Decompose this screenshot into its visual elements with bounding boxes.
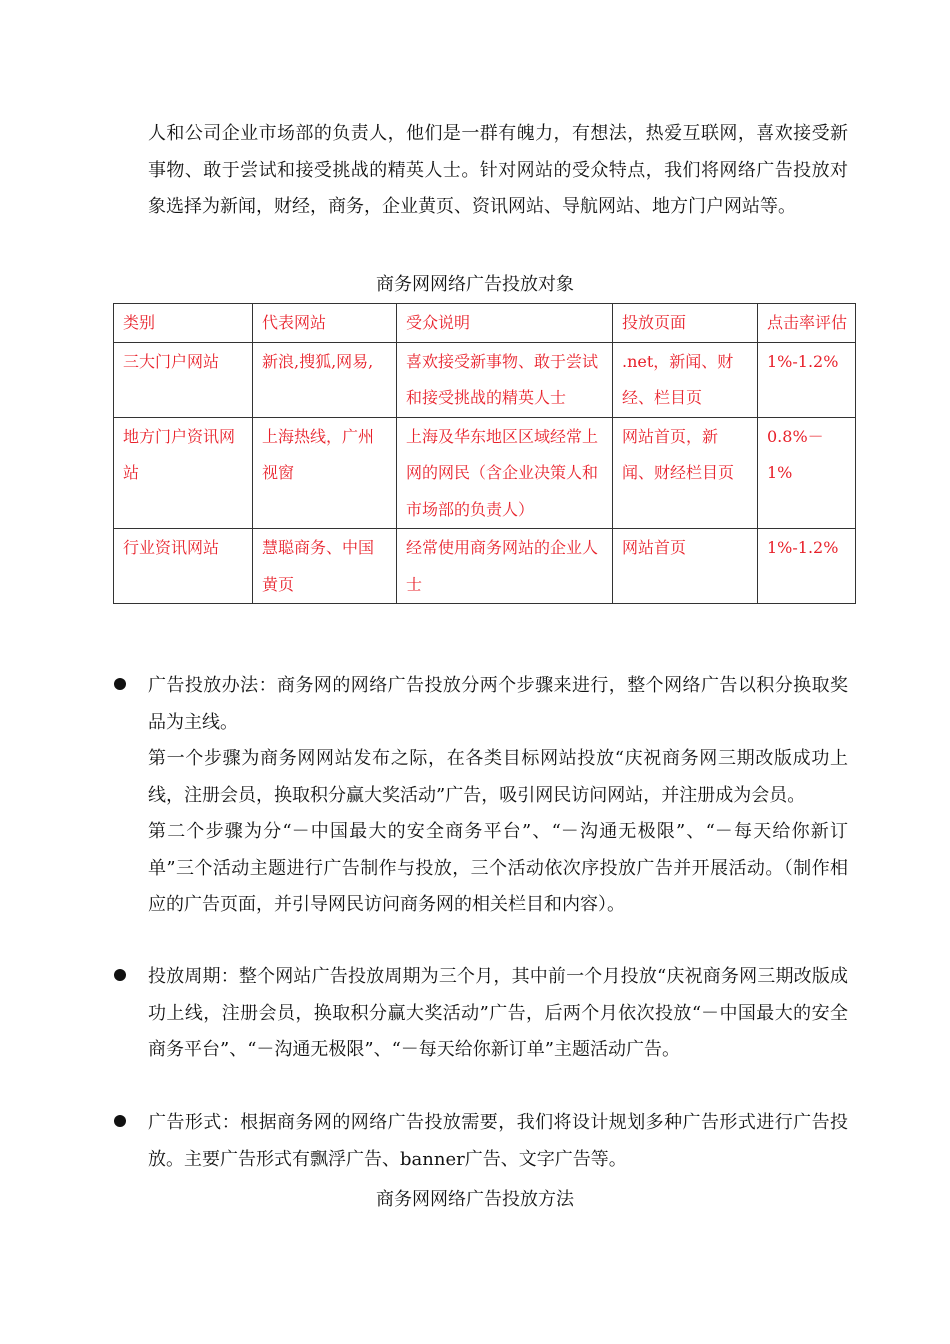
table-row	[114, 342, 856, 417]
bullet-icon	[114, 678, 126, 690]
bullet-ad-method	[114, 668, 854, 924]
table-header-row	[114, 304, 856, 343]
header-pages: 投放页面	[613, 304, 758, 343]
table-cell: 上海热线，广州视窗	[253, 417, 397, 529]
bullet-ad-period	[114, 959, 854, 1069]
method-caption: 商务网网络广告投放方法	[376, 1189, 574, 1210]
ad-method-step1: 第一个步骤为商务网网站发布之际，在各类目标网站投放“庆祝商务网三期改版成功上线，注册会员，换取积分赢大奖活动”广告，吸引网民访问网站，并注册成为会员。	[148, 748, 848, 806]
ad-period-text: 投放周期：整个网站广告投放周期为三个月，其中前一个月投放“庆祝商务网三期改版成功上线，注册会员，换取积分赢大奖活动”广告，后两个月依次投放“－中国最大的安全商务平台”、“－沟通无极限”、“－每天给你新订单”主题活动广告。	[148, 966, 848, 1060]
table-cell: 地方门户资讯网站	[114, 417, 253, 529]
table-row	[114, 529, 856, 604]
table-cell: 喜欢接受新事物、敢于尝试和接受挑战的精英人士	[397, 342, 613, 417]
header-ctr: 点击率评估	[758, 304, 856, 343]
header-category: 类别	[114, 304, 253, 343]
table-cell: 新浪,搜狐,网易,	[253, 342, 397, 417]
table-cell: 上海及华东地区区域经常上网的网民（含企业决策人和市场部的负责人）	[397, 417, 613, 529]
header-sites: 代表网站	[253, 304, 397, 343]
table-cell: 网站首页，新闻、财经栏目页	[613, 417, 758, 529]
ad-method-step2: 第二个步骤为分“－中国最大的安全商务平台”、“－沟通无极限”、“－每天给你新订单”三个活动主题进行广告制作与投放，三个活动依次序投放广告并开展活动。（制作相应的广告页面，并引导网民访问商务网的相关栏目和内容）。	[148, 821, 848, 915]
ad-form-text: 广告形式：根据商务网的网络广告投放需要，我们将设计规划多种广告形式进行广告投放。主要广告形式有飘浮广告、banner广告、文字广告等。	[148, 1112, 848, 1170]
table-cell: 三大门户网站	[114, 342, 253, 417]
bullet-ad-form	[114, 1105, 854, 1178]
table-cell: 行业资讯网站	[114, 529, 253, 604]
table-caption: 商务网网络广告投放对象	[376, 274, 574, 295]
ad-method-text: 广告投放办法：商务网的网络广告投放分两个步骤来进行，整个网络广告以积分换取奖品为主线。	[148, 675, 848, 733]
table-cell: 慧聪商务、中国黄页	[253, 529, 397, 604]
table-cell: .net，新闻、财经、栏目页	[613, 342, 758, 417]
bullet-icon	[114, 1115, 126, 1127]
table-row	[114, 417, 856, 529]
header-audience: 受众说明	[397, 304, 613, 343]
table-cell: 1%-1.2%	[758, 342, 856, 417]
table-cell: 经常使用商务网站的企业人士	[397, 529, 613, 604]
intro-paragraph: 人和公司企业市场部的负责人，他们是一群有魄力，有想法，热爱互联网，喜欢接受新事物、敢于尝试和接受挑战的精英人士。针对网站的受众特点，我们将网络广告投放对象选择为新闻，财经，商务，企业黄页、资讯网站、导航网站、地方门户网站等。	[148, 123, 848, 217]
ad-target-table	[113, 303, 856, 604]
bullet-icon	[114, 969, 126, 981]
table-cell: 0.8%－1%	[758, 417, 856, 529]
table-cell: 网站首页	[613, 529, 758, 604]
table-cell: 1%-1.2%	[758, 529, 856, 604]
